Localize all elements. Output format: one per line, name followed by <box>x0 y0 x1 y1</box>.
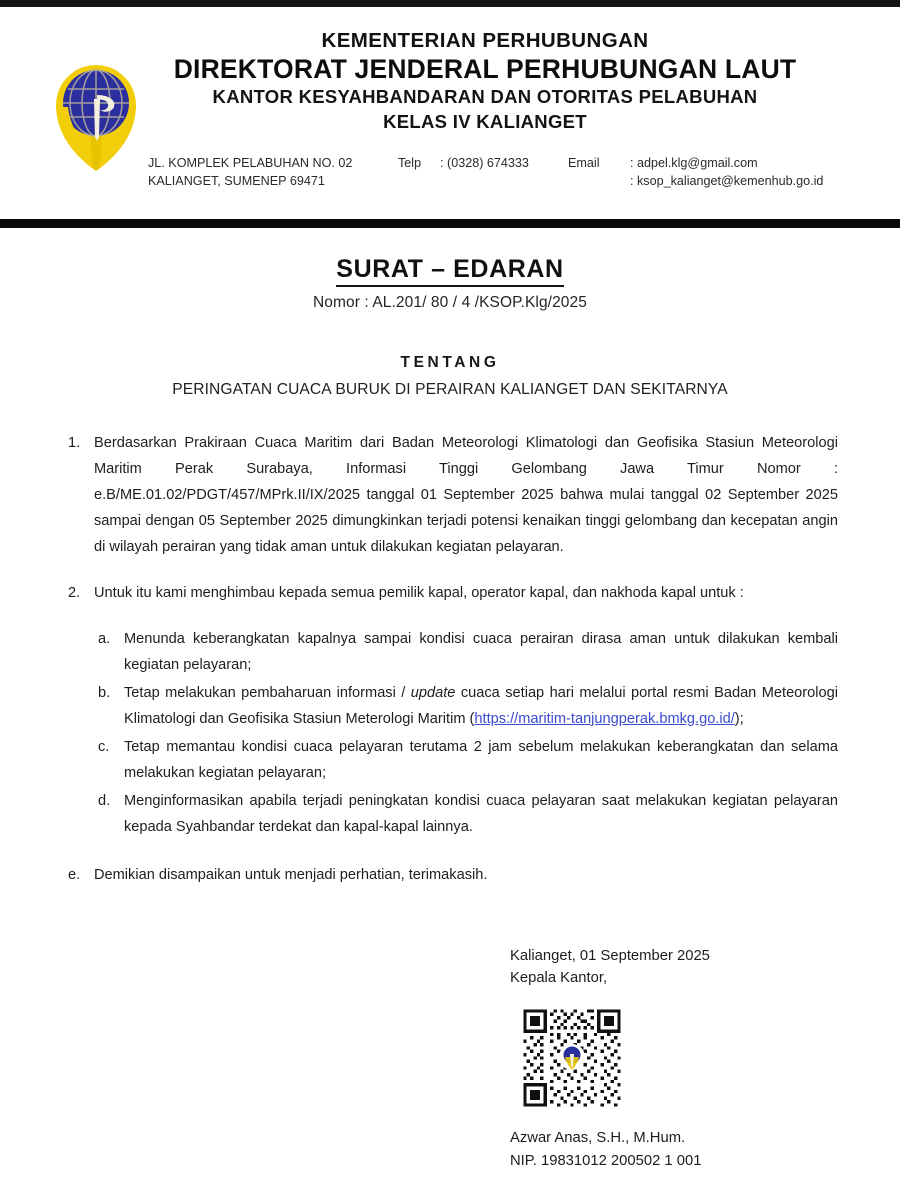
signature-place-date: Kalianget, 01 September 2025 <box>510 947 710 964</box>
body-sub-item-d <box>98 789 838 841</box>
item-marker: 2. <box>68 584 81 601</box>
office-class: KELAS IV KALIANGET <box>383 110 587 132</box>
document-type-title: SURAT – EDARAN <box>336 255 563 287</box>
sub-item-marker: c. <box>98 738 110 755</box>
item-marker: e. <box>68 866 81 883</box>
email-label: Email <box>568 155 600 170</box>
ministry-of-transportation-globe-logo-icon <box>42 59 150 171</box>
qr-center-logo-icon <box>558 1043 586 1071</box>
ministry-name: KEMENTERIAN PERHUBUNGAN <box>321 29 649 52</box>
body-item-e <box>68 863 838 889</box>
address-line-1: JL. KOMPLEK PELABUHAN NO. 02 <box>148 155 353 170</box>
signature-role: Kepala Kantor, <box>510 970 608 987</box>
body-sub-item-b <box>98 681 838 733</box>
sub-item-marker: b. <box>98 684 111 701</box>
sub-item-text-part3: ); <box>734 710 744 727</box>
signature-block <box>0 945 900 1174</box>
telephone-label: Telp <box>398 155 422 170</box>
bmkg-maritim-link[interactable]: https://maritim-tanjungperak.bmkg.go.id/ <box>474 710 735 727</box>
sub-item-text: Menunda keberangkatan kapalnya sampai kondisi cuaca perairan dirasa aman untuk dilakukan kembali kegiatan pelayaran; <box>124 630 838 673</box>
signatory-name: Azwar Anas, S.H., M.Hum. <box>510 1130 686 1147</box>
sub-item-text <box>124 681 838 733</box>
sub-item-text: Tetap memantau kondisi cuaca pelayaran terutama 2 jam sebelum melakukan keberangkatan dan selama melakukan kegiatan pelayaran; <box>124 738 838 781</box>
letterhead <box>0 7 900 205</box>
sub-item-text: Menginformasikan apabila terjadi peningkatan kondisi cuaca pelayaran saat melakukan kegiatan pelayaran kepada Syahbandar terdekat dan kapal-kapal lainnya. <box>124 792 838 835</box>
scan-top-edge-band <box>0 0 900 7</box>
sub-item-marker: a. <box>98 630 111 647</box>
email-value-primary: : adpel.klg@gmail.com <box>630 155 758 170</box>
sub-item-text-part2: cuaca setiap hari melalui portal resmi Badan Meteorologi Klimatologi dan Geofisika Stasiun Meterologi Maritim ( <box>124 684 838 727</box>
body-sub-item-c <box>98 735 838 787</box>
body-item-2 <box>68 581 838 607</box>
letterhead-divider-rule <box>0 219 900 228</box>
item-text: Untuk itu kami menghimbau kepada semua pemilik kapal, operator kapal, dan nakhoda kapal untuk : <box>94 584 744 601</box>
body-item-1 <box>68 431 838 561</box>
item-marker: 1. <box>68 435 81 451</box>
document-page <box>0 7 900 1177</box>
document-body <box>0 431 900 889</box>
body-sub-list <box>98 627 838 841</box>
address-line-2: KALIANGET, SUMENEP 69471 <box>148 173 325 188</box>
sub-item-text-part1: Tetap melakukan pembaharuan informasi / <box>124 684 411 701</box>
directorate-general-name: DIREKTORAT JENDERAL PERHUBUNGAN LAUT <box>173 54 797 85</box>
signatory-nip: NIP. 19831012 200502 1 001 <box>510 1153 702 1170</box>
sub-item-marker: d. <box>98 792 111 809</box>
subject-text: PERINGATAN CUACA BURUK DI PERAIRAN KALIANGET DAN SEKITARNYA <box>172 381 728 398</box>
letterhead-titles <box>30 29 870 133</box>
office-name: KANTOR KESYAHBANDARAN DAN OTORITAS PELABUHAN <box>212 86 758 108</box>
item-text: Demikian disampaikan untuk menjadi perhatian, terimakasih. <box>94 866 488 883</box>
item-text: Berdasarkan Prakiraan Cuaca Maritim dari Badan Meteorologi Klimatologi dan Geofisika Stasiun Meteorologi Maritim Perak Surabaya, Informasi Tinggi Gelombang Jawa Timur Nomor : e.B/ME.01.02/PDGT/457/MPrk.II/IX/2025 tanggal 01 September 2025 bahwa mulai tanggal 02 September 2025 sampai dengan 05 September 2025 dimungkinkan terjadi potensi kenaikan tinggi gelombang dan kecepatan angin di wilayah perairan yang tidak aman untuk dilakukan kegiatan pelayaran. <box>94 435 838 555</box>
letterhead-contact-block <box>30 155 870 191</box>
qr-code-digital-signature-icon <box>510 1006 634 1110</box>
email-value-secondary: : ksop_kalianget@kemenhub.go.id <box>630 173 824 188</box>
subject-block <box>0 354 900 399</box>
telephone-value: : (0328) 674333 <box>440 155 529 170</box>
body-sub-item-a <box>98 627 838 679</box>
sub-item-italic-update: update <box>410 684 456 701</box>
document-number: Nomor : AL.201/ 80 / 4 /KSOP.Klg/2025 <box>313 294 587 311</box>
document-title-block <box>0 255 900 312</box>
about-label: TENTANG <box>400 354 500 371</box>
